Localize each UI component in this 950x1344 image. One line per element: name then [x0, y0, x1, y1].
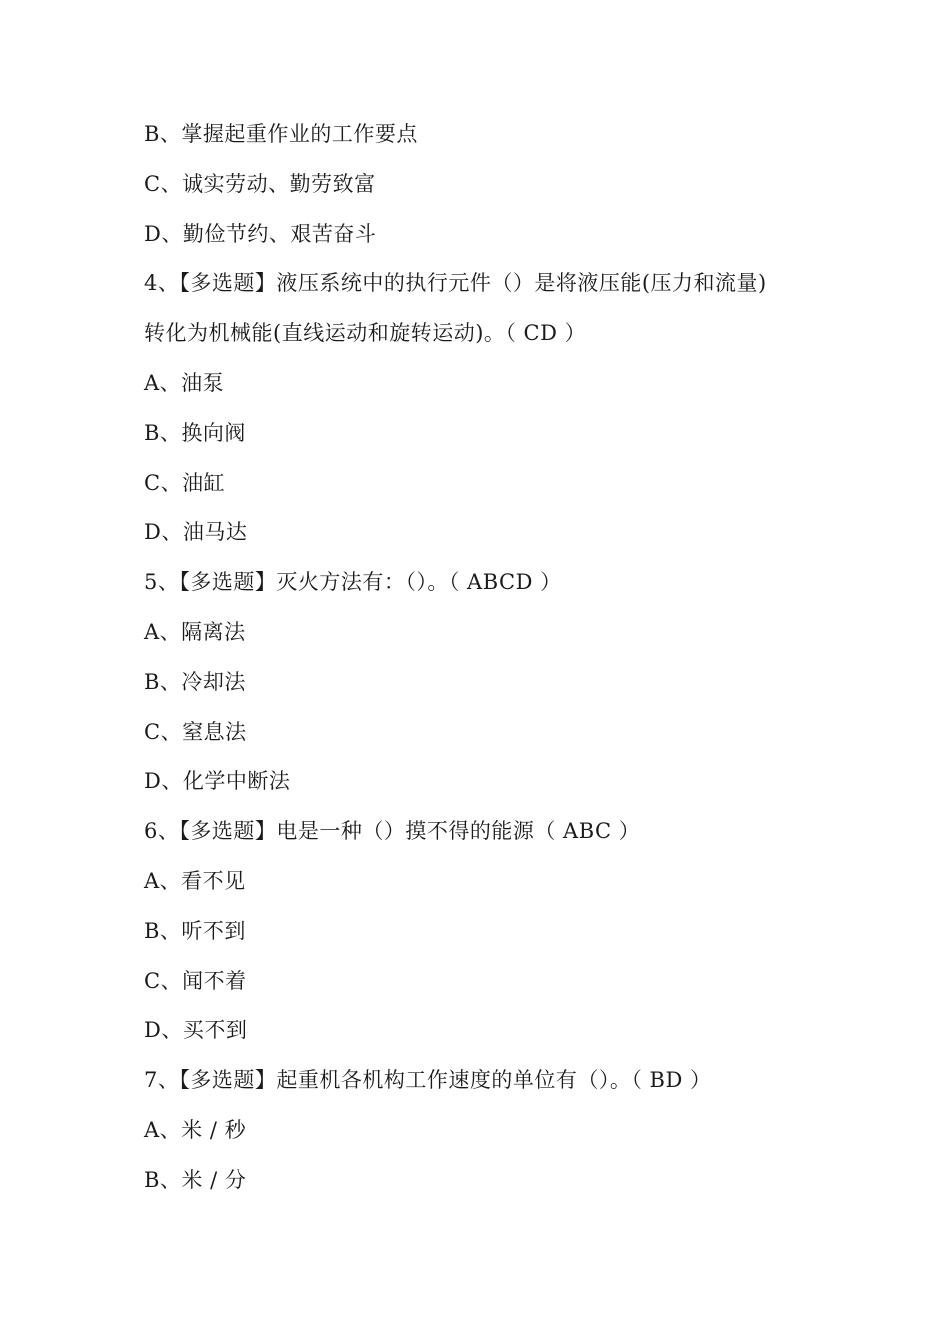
option-a-q7: A、米 / 秒 — [144, 1117, 247, 1142]
question-5: 5、【多选题】灭火方法有：（）。（ ABCD ） — [144, 570, 562, 595]
document-page — [144, 110, 844, 1206]
option-a-q4: A、油泵 — [144, 370, 225, 395]
option-b-q5: B、冷却法 — [144, 669, 246, 694]
option-d-q4: D、油马达 — [144, 520, 248, 545]
option-d-q3: D、勤俭节约、艰苦奋斗 — [144, 221, 377, 246]
question-4-line-2: 转化为机械能(直线运动和旋转运动)。（ CD ） — [144, 321, 587, 346]
option-a-q5: A、隔离法 — [144, 619, 246, 644]
option-c-q3: C、诚实劳动、勤劳致富 — [144, 171, 376, 196]
option-b-q6: B、听不到 — [144, 918, 246, 943]
option-d-q6: D、买不到 — [144, 1018, 248, 1043]
option-c-q4: C、油缸 — [144, 470, 226, 495]
option-b-q4: B、换向阀 — [144, 420, 246, 445]
option-b-q7: B、米 / 分 — [144, 1167, 247, 1192]
option-a-q6: A、看不见 — [144, 868, 246, 893]
question-7: 7、【多选题】起重机各机构工作速度的单位有（）。（ BD ） — [144, 1068, 712, 1093]
option-b-q3: B、掌握起重作业的工作要点 — [144, 122, 418, 146]
option-c-q5: C、窒息法 — [144, 719, 247, 744]
question-4-line-1: 4、【多选题】液压系统中的执行元件（）是将液压能(压力和流量) — [144, 271, 767, 296]
question-6: 6、【多选题】电是一种（）摸不得的能源（ ABC ） — [144, 819, 641, 844]
option-c-q6: C、闻不着 — [144, 968, 247, 993]
option-d-q5: D、化学中断法 — [144, 769, 291, 794]
